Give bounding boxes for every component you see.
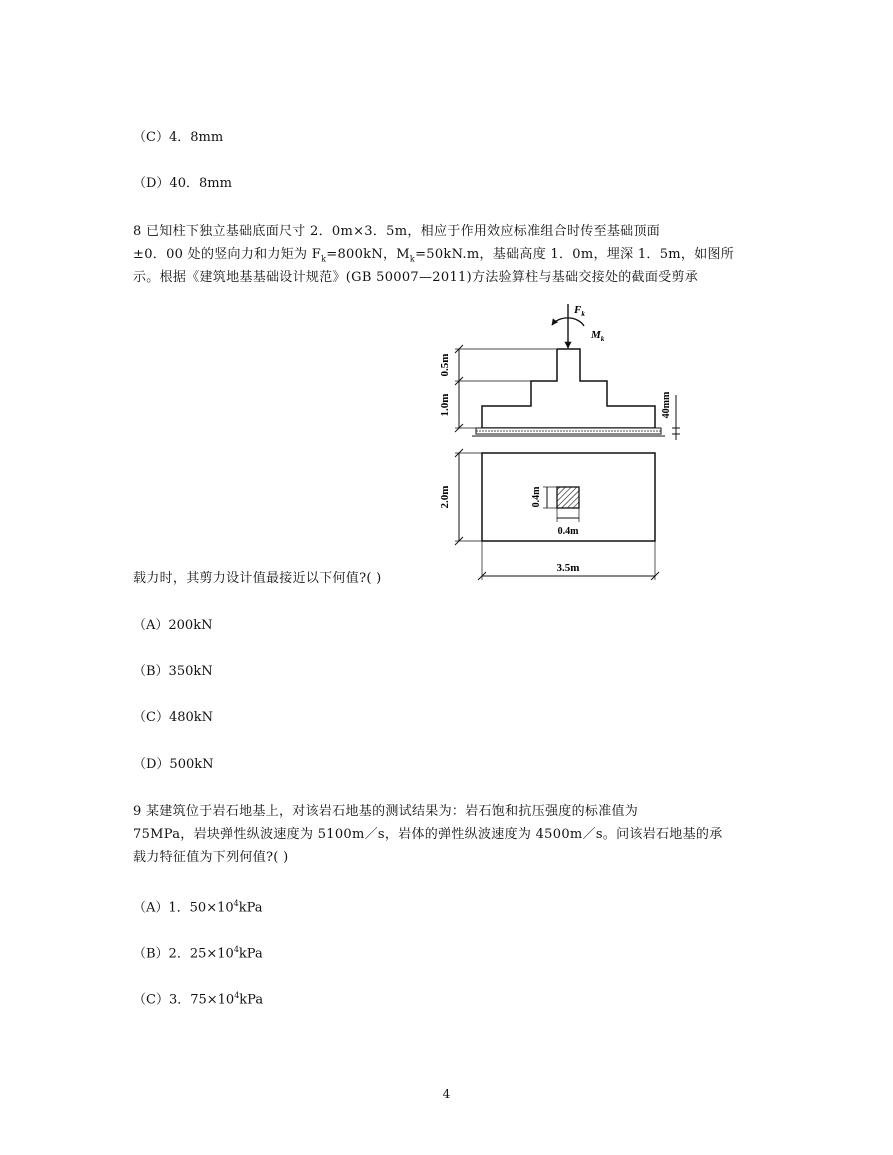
q9-stem-line-3: 载力特征值为下列何值?( ) <box>133 850 289 865</box>
q8-stem-line-2-c: =50kN.m，基础高度 1．0m，埋深 1．5m，如图所 <box>415 247 735 262</box>
q8-stem-line-4: 载力时，其剪力设计值最接近以下何值?( ) <box>133 571 382 586</box>
q8-mk-subscript: k <box>409 254 416 264</box>
page-number: 4 <box>442 1087 451 1101</box>
dim-plan-width: 2.0m <box>439 485 451 509</box>
dim-column-size-horizontal: 0.4m <box>557 526 579 537</box>
q8-option-a: （A）200kN <box>133 618 213 633</box>
q9-option-c <box>133 988 263 1008</box>
dim-column-size-vertical: 0.4m <box>531 486 542 508</box>
q8-stem-line-2 <box>133 247 734 268</box>
q8-stem-line-3: 示。根据《建筑地基基础设计规范》(GB 50007—2011)方法验算柱与基础交接处的截面受剪承 <box>133 270 699 285</box>
q9-option-a-unit: kPa <box>238 900 263 916</box>
q8-stem-line-2-a: ±0．00 处的竖向力和力矩为 F <box>133 247 322 262</box>
q8-stem-line-2-b: =800kN，M <box>326 247 410 262</box>
force-label: $F_k$ <box>574 304 585 318</box>
dim-foundation-height: 1.0m <box>439 393 451 417</box>
q9-option-b-text: （B）2．25×10 <box>133 946 234 962</box>
dim-column-height: 0.5m <box>439 353 451 377</box>
q9-option-c-unit: kPa <box>239 992 264 1008</box>
foundation-diagram <box>420 292 680 584</box>
q8-option-d: （D）500kN <box>133 757 214 772</box>
q7-option-c: （C）4．8mm <box>133 130 224 145</box>
q8-option-b: （B）350kN <box>133 664 213 679</box>
q9-option-a <box>133 896 263 916</box>
q7-option-d: （D）40．8mm <box>133 176 232 191</box>
q9-option-c-text: （C）3．75×10 <box>133 992 235 1008</box>
dim-cushion-thickness: 40mm <box>661 391 672 419</box>
foundation-elevation <box>482 349 655 428</box>
dim-plan-length: 3.5m <box>556 562 580 574</box>
q8-fk-subscript: k <box>321 254 327 264</box>
q9-option-a-text: （A）1．50×10 <box>133 900 234 916</box>
q8-stem-line-1: 8 已知柱下独立基础底面尺寸 2．0m×3．5m，相应于作用效应标准组合时传至基础顶面 <box>133 224 661 239</box>
q9-option-c-exponent: 4 <box>234 991 240 1000</box>
column-section <box>557 487 579 508</box>
q9-option-a-exponent: 4 <box>233 899 239 908</box>
q8-option-c: （C）480kN <box>133 710 214 725</box>
q9-option-b-unit: kPa <box>238 946 263 962</box>
moment-label: $M_k$ <box>591 329 605 343</box>
q9-option-b-exponent: 4 <box>233 945 239 954</box>
q9-stem-line-1: 9 某建筑位于岩石地基上，对该岩石地基的测试结果为：岩石饱和抗压强度的标准值为 <box>133 804 639 819</box>
q9-stem-line-2: 75MPa，岩块弹性纵波速度为 5100m／s，岩体的弹性纵波速度为 4500m／s。问该岩石地基的承 <box>133 827 723 842</box>
q9-option-b <box>133 942 263 962</box>
